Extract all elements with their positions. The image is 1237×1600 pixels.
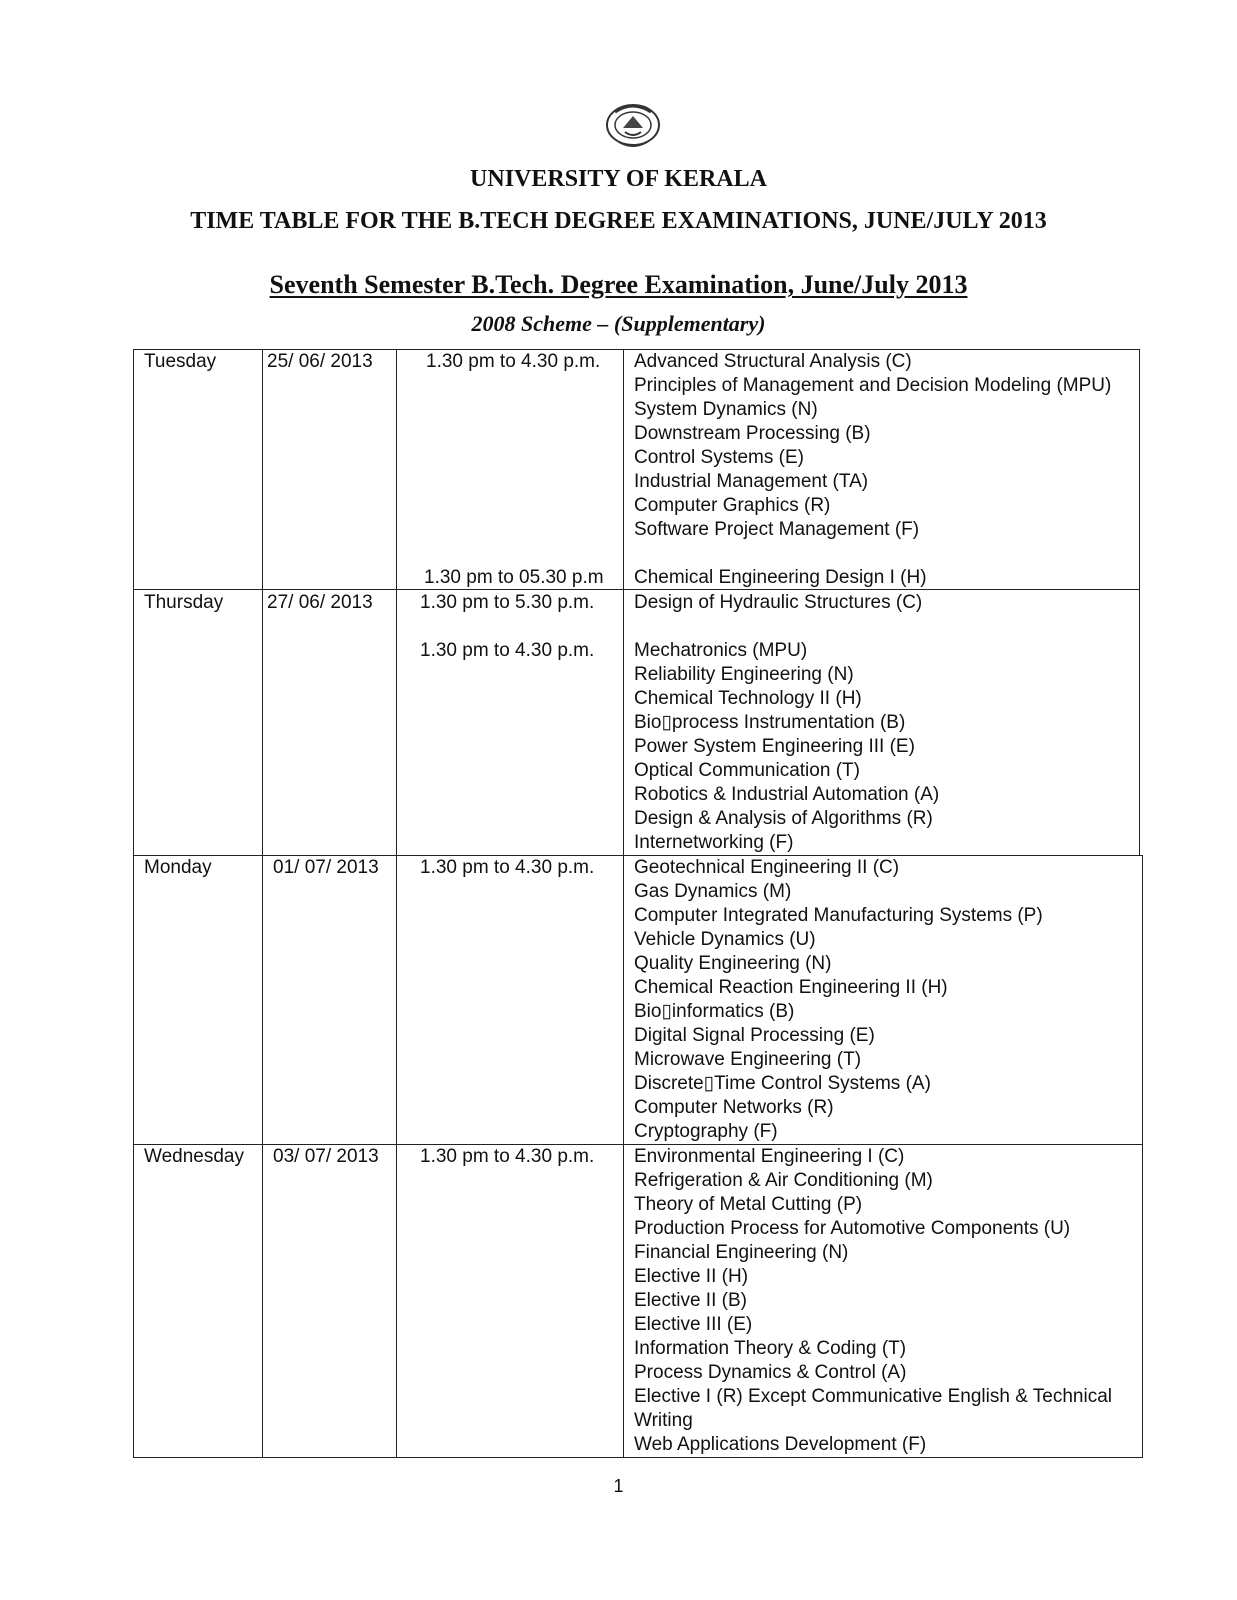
page-number: 1 xyxy=(613,1476,624,1496)
university-seal-logo xyxy=(601,98,665,150)
timetable-title: TIME TABLE FOR THE B.TECH DEGREE EXAMINATIONS, JUNE/JULY 2013 xyxy=(190,208,1047,234)
subject-item: Elective II (H) xyxy=(634,1266,749,1287)
subject-item: Bio▯informatics (B) xyxy=(634,1001,795,1022)
subject-item: Digital Signal Processing (E) xyxy=(634,1025,875,1046)
time-cell: 1.30 pm to 4.30 p.m. xyxy=(426,351,601,372)
subject-item: Theory of Metal Cutting (P) xyxy=(634,1194,863,1215)
subject-item: Computer Networks (R) xyxy=(634,1097,834,1118)
date-cell: 01/ 07/ 2013 xyxy=(273,857,379,878)
subject-item: Microwave Engineering (T) xyxy=(634,1049,862,1070)
subject-item: Web Applications Development (F) xyxy=(634,1434,927,1455)
day-cell: Thursday xyxy=(144,592,224,613)
time-cell: 1.30 pm to 5.30 p.m. xyxy=(420,592,595,613)
date-cell: 25/ 06/ 2013 xyxy=(267,351,373,372)
university-title: UNIVERSITY OF KERALA xyxy=(470,166,767,192)
subject-item: Advanced Structural Analysis (C) xyxy=(634,351,912,372)
subject-item: Elective I (R) Except Communicative English & Technical xyxy=(634,1386,1113,1407)
subject-item: Chemical Reaction Engineering II (H) xyxy=(634,977,948,998)
scheme-subtitle: 2008 Scheme – (Supplementary) xyxy=(471,311,766,336)
subject-item: Quality Engineering (N) xyxy=(634,953,832,974)
subject-item: Elective II (B) xyxy=(634,1290,747,1311)
subject-list xyxy=(634,1145,1112,1457)
table-border-left xyxy=(133,349,134,1458)
subject-item: System Dynamics (N) xyxy=(634,399,818,420)
time-cell: 1.30 pm to 05.30 p.m xyxy=(424,567,604,588)
subject-item: Writing xyxy=(634,1410,693,1431)
subject-item: Elective III (E) xyxy=(634,1314,753,1335)
subject-item: Design of Hydraulic Structures (C) xyxy=(634,592,923,613)
subject-item: Industrial Management (TA) xyxy=(634,471,869,492)
subject-item: Computer Graphics (R) xyxy=(634,495,831,516)
subject-item: Internetworking (F) xyxy=(634,832,794,853)
subject-item: Downstream Processing (B) xyxy=(634,423,871,444)
subject-list xyxy=(634,591,922,615)
time-cell: 1.30 pm to 4.30 p.m. xyxy=(420,640,595,661)
column-divider xyxy=(623,349,624,1458)
subject-item: Computer Integrated Manufacturing Systems (P) xyxy=(634,905,1043,926)
column-divider xyxy=(396,349,397,1458)
subject-item: Design & Analysis of Algorithms (R) xyxy=(634,808,933,829)
subject-item: Principles of Management and Decision Modeling (MPU) xyxy=(634,375,1112,396)
subject-list xyxy=(634,639,939,855)
subject-item: Vehicle Dynamics (U) xyxy=(634,929,816,950)
time-cell: 1.30 pm to 4.30 p.m. xyxy=(420,857,595,878)
subject-item: Production Process for Automotive Components (U) xyxy=(634,1218,1071,1239)
subject-item: Information Theory & Coding (T) xyxy=(634,1338,907,1359)
subject-item: Discrete▯Time Control Systems (A) xyxy=(634,1073,931,1094)
subject-list xyxy=(634,856,1043,1144)
table-border-right xyxy=(1139,349,1140,856)
subject-item: Gas Dynamics (M) xyxy=(634,881,792,902)
subject-item: Geotechnical Engineering II (C) xyxy=(634,857,900,878)
date-cell: 03/ 07/ 2013 xyxy=(273,1146,379,1167)
subject-item: Cryptography (F) xyxy=(634,1121,778,1142)
subject-item: Environmental Engineering I (C) xyxy=(634,1146,905,1167)
subject-item: Power System Engineering III (E) xyxy=(634,736,915,757)
subject-item: Optical Communication (T) xyxy=(634,760,860,781)
subject-item: Software Project Management (F) xyxy=(634,519,920,540)
day-cell: Monday xyxy=(144,857,212,878)
time-cell: 1.30 pm to 4.30 p.m. xyxy=(420,1146,595,1167)
subject-item: Robotics & Industrial Automation (A) xyxy=(634,784,940,805)
subject-item: Chemical Technology II (H) xyxy=(634,688,862,709)
subject-item: Bio▯process Instrumentation (B) xyxy=(634,712,906,733)
subject-item: Reliability Engineering (N) xyxy=(634,664,854,685)
table-border-bottom xyxy=(133,1457,1143,1458)
column-divider xyxy=(262,349,263,1458)
day-cell: Wednesday xyxy=(144,1146,244,1167)
subject-item: Mechatronics (MPU) xyxy=(634,640,808,661)
subject-item: Process Dynamics & Control (A) xyxy=(634,1362,907,1383)
subject-item: Financial Engineering (N) xyxy=(634,1242,849,1263)
day-cell: Tuesday xyxy=(144,351,217,372)
subject-item: Control Systems (E) xyxy=(634,447,804,468)
subject-item: Refrigeration & Air Conditioning (M) xyxy=(634,1170,933,1191)
exam-title: Seventh Semester B.Tech. Degree Examination, June/July 2013 xyxy=(269,270,968,299)
date-cell: 27/ 06/ 2013 xyxy=(267,592,373,613)
subject-list xyxy=(634,350,1111,542)
subject-item: Chemical Engineering Design I (H) xyxy=(634,567,927,588)
table-border-right xyxy=(1142,855,1143,1458)
subject-list xyxy=(634,566,927,590)
